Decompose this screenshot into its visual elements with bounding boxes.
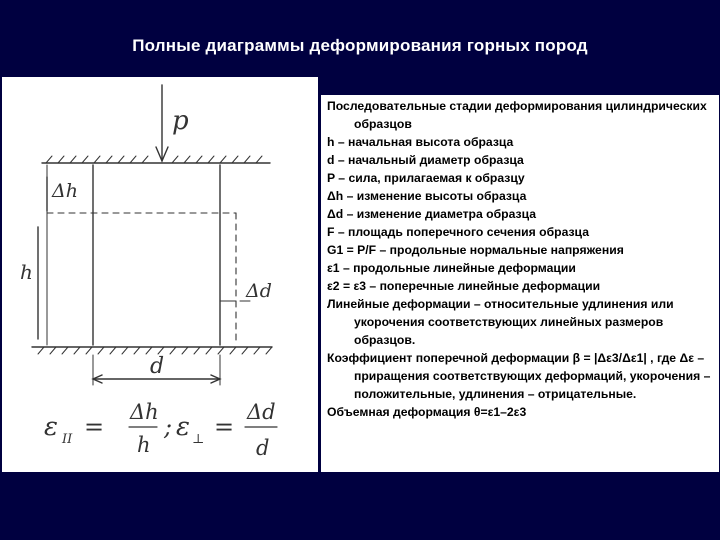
- definition-item: Δd – изменение диаметра образца: [327, 207, 536, 221]
- formula-num-1: Δh: [130, 400, 159, 424]
- label-delta-d: Δd: [246, 280, 272, 302]
- bottom-platen-hatching: [38, 347, 272, 354]
- definition-item: ε2 = ε3 – поперечные линейные деформации: [327, 279, 601, 293]
- deformed-outline: [47, 213, 236, 345]
- definitions-panel: [321, 95, 719, 472]
- definition-item: Объемная деформация θ=ε1–2ε3: [327, 405, 527, 419]
- label-p: p: [172, 106, 189, 136]
- definition-item: h – начальная высота образца: [327, 135, 514, 149]
- definition-item: d – начальный диаметр образца: [327, 153, 524, 167]
- definition-item: Линейные деформации – относительные удлинения или укорочения соответствующих линейных размеров образцов.: [327, 297, 674, 347]
- label-h: h: [20, 260, 33, 284]
- definition-item: F – площадь поперечного сечения образца: [327, 225, 589, 239]
- label-delta-h: Δh: [52, 180, 78, 202]
- specimen-sketch: [2, 77, 318, 472]
- label-d: d: [150, 354, 165, 379]
- formula-sub-2: ⊥: [192, 432, 205, 447]
- formula-separator: ;: [164, 413, 173, 441]
- definition-item: Δh – изменение высоты образца: [327, 189, 527, 203]
- definition-item: ε1 – продольные линейные деформации: [327, 261, 576, 275]
- definitions-heading: Последовательные стадии деформирования цилиндрических образцов: [327, 99, 707, 131]
- specimen-drawing: [2, 77, 318, 472]
- definition-item: P – сила, прилагаемая к образцу: [327, 171, 525, 185]
- top-platen-hatching: [46, 156, 262, 163]
- definition-item: Коэффициент поперечной деформации β = |Δε3/Δε1| , где Δε – приращения соответствующих деформаций, укорочения – положительные, удлинения – отрицательные.: [327, 351, 711, 401]
- formula-sub-1: II: [62, 432, 73, 447]
- formula-eq-1: =: [84, 413, 105, 441]
- formula-eq-2: =: [214, 413, 235, 441]
- formula-den-2: d: [256, 436, 270, 460]
- formula-den-1: h: [137, 433, 151, 457]
- formula-num-2: Δd: [247, 400, 276, 424]
- formula-epsilon-1: ε: [44, 412, 58, 442]
- formula-epsilon-2: ε: [176, 412, 190, 442]
- slide-title: Полные диаграммы деформирования горных пород: [132, 36, 588, 55]
- definition-item: G1 = P/F – продольные нормальные напряжения: [327, 243, 624, 257]
